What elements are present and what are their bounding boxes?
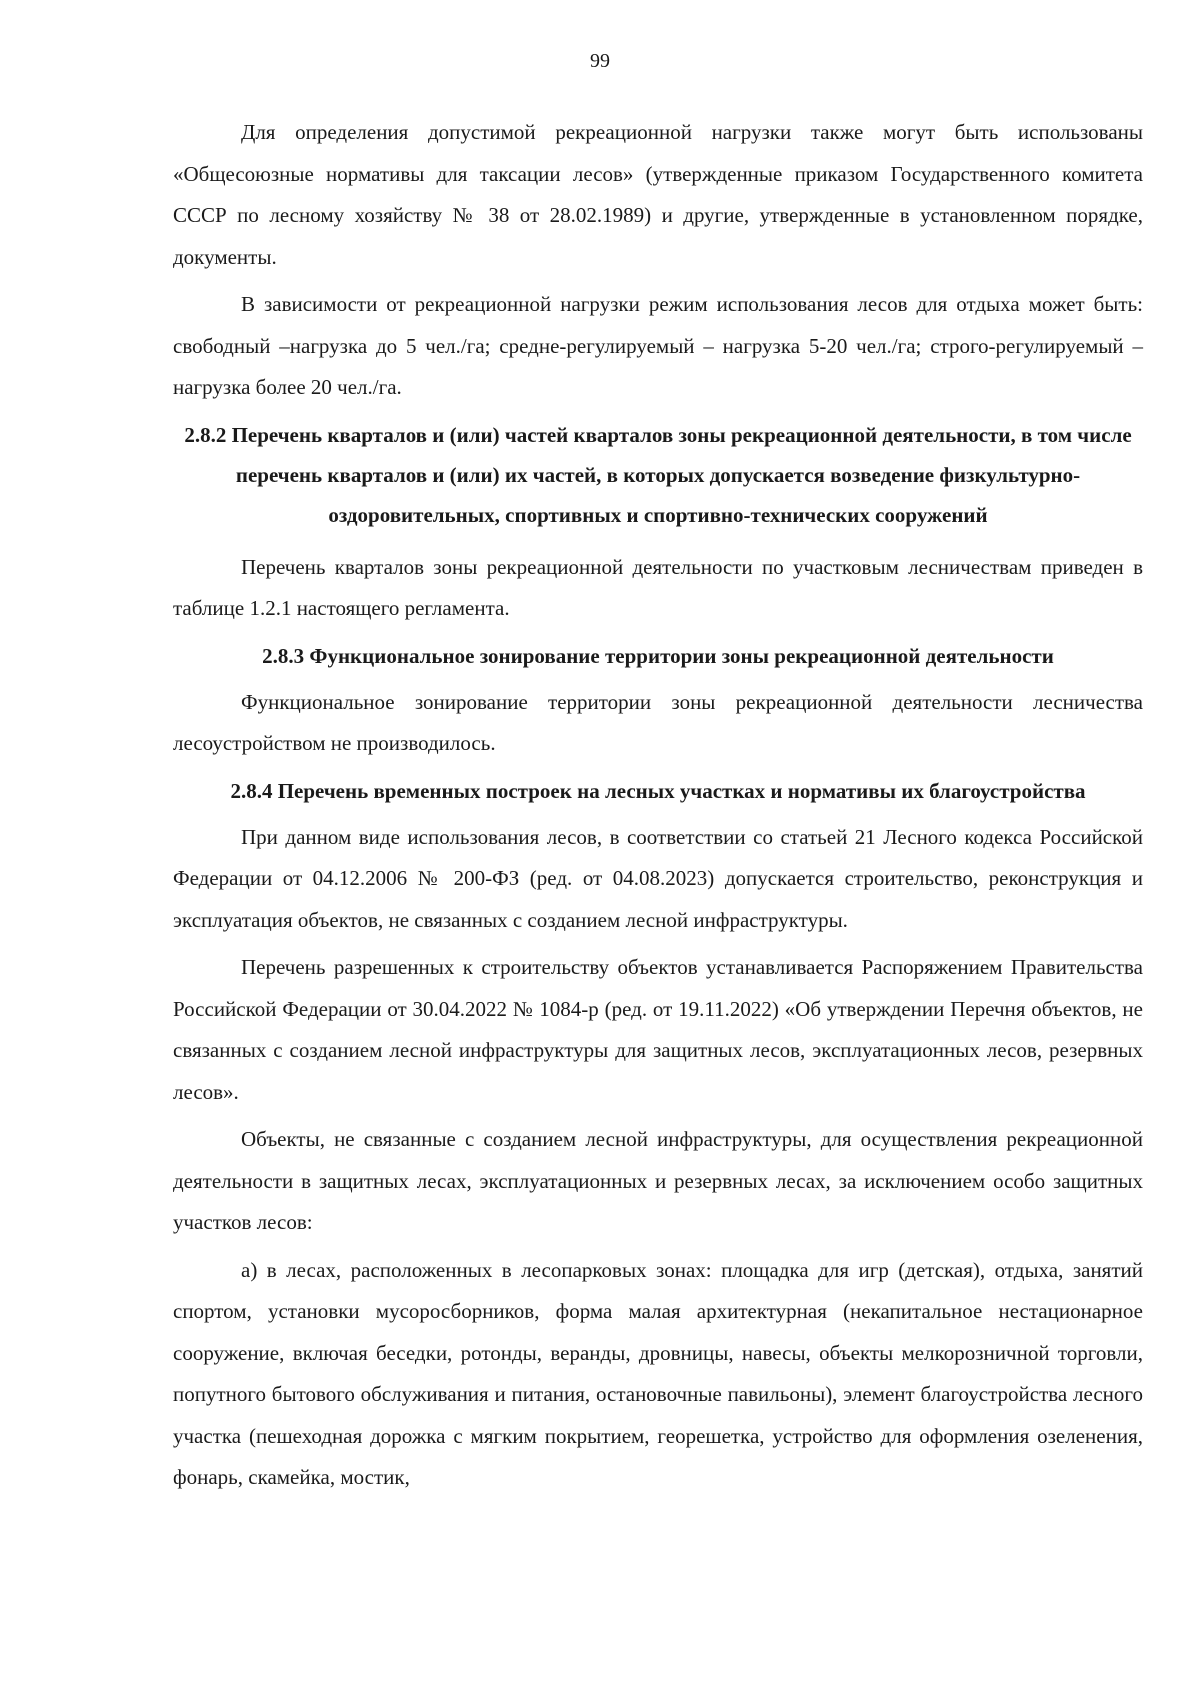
paragraph-non-infrastructure-objects: Объекты, не связанные с созданием лесной инфраструктуры, для осуществления рекреационной деятельности в защитных лесах, эксплуатационных и резервных лесах, за исключением особо защитных участков лесов: (173, 1127, 1143, 1234)
section-heading-2-8-2: 2.8.2 Перечень кварталов и (или) частей кварталов зоны рекреационной деятельности, в том числе перечень кварталов и (или) их частей, в которых допускается возведение физкультурно-оздоровительных, спортивных и спортивно-технических сооружений (184, 422, 1132, 527)
paragraph-permitted-objects-order: Перечень разрешенных к строительству объектов устанавливается Распоряжением Правительства Российской Федерации от 30.04.2022 № 1084-р (ред. от 19.11.2022) «Об утверждении Перечня объектов, не связанных с созданием лесной инфраструктуры для защитных лесов, эксплуатационных лесов, резервных лесов». (173, 955, 1143, 1104)
document-body (173, 112, 1143, 1499)
paragraph-recreational-load-norms: Для определения допустимой рекреационной нагрузки также могут быть использованы «Общесоюзные нормативы для таксации лесов» (утвержденные приказом Государственного комитета СССР по лесному хозяйству № 38 от 28.02.1989) и другие, утвержденные в установленном порядке, документы. (173, 120, 1143, 269)
paragraph-item-a-forest-park-zones: а) в лесах, расположенных в лесопарковых зонах: площадка для игр (детская), отдыха, занятий спортом, установки мусоросборников, форма малая архитектурная (некапитальное нестационарное сооружение, включая беседки, ротонды, веранды, дровницы, навесы, объекты мелкорозничной торговли, попутного бытового обслуживания и питания, остановочные павильоны), элемент благоустройства лесного участка (пешеходная дорожка с мягким покрытием, георешетка, устройство для оформления озеленения, фонарь, скамейка, мостик, (173, 1257, 1143, 1489)
section-heading-2-8-4: 2.8.4 Перечень временных построек на лесных участках и нормативы их благоустройства (230, 778, 1086, 803)
paragraph-functional-zoning: Функциональное зонирование территории зоны рекреационной деятельности лесничества лесоустройством не производилось. (173, 689, 1143, 755)
page-number: 99 (590, 50, 610, 72)
section-heading-2-8-3: 2.8.3 Функциональное зонирование территории зоны рекреационной деятельности (262, 643, 1054, 668)
paragraph-forest-code-article-21: При данном виде использования лесов, в соответствии со статьей 21 Лесного кодекса Российской Федерации от 04.12.2006 № 200-ФЗ (ред. от 04.08.2023) допускается строительство, реконструкция и эксплуатация объектов, не связанных с созданием лесной инфраструктуры. (173, 824, 1143, 932)
paragraph-quarters-list: Перечень кварталов зоны рекреационной деятельности по участковым лесничествам приведен в таблице 1.2.1 настоящего регламента. (173, 554, 1143, 620)
paragraph-forest-use-regime: В зависимости от рекреационной нагрузки режим использования лесов для отдыха может быть: свободный –нагрузка до 5 чел./га; средне-регулируемый – нагрузка 5-20 чел./га; строго-регулируемый – нагрузка более 20 чел./га. (173, 292, 1143, 399)
